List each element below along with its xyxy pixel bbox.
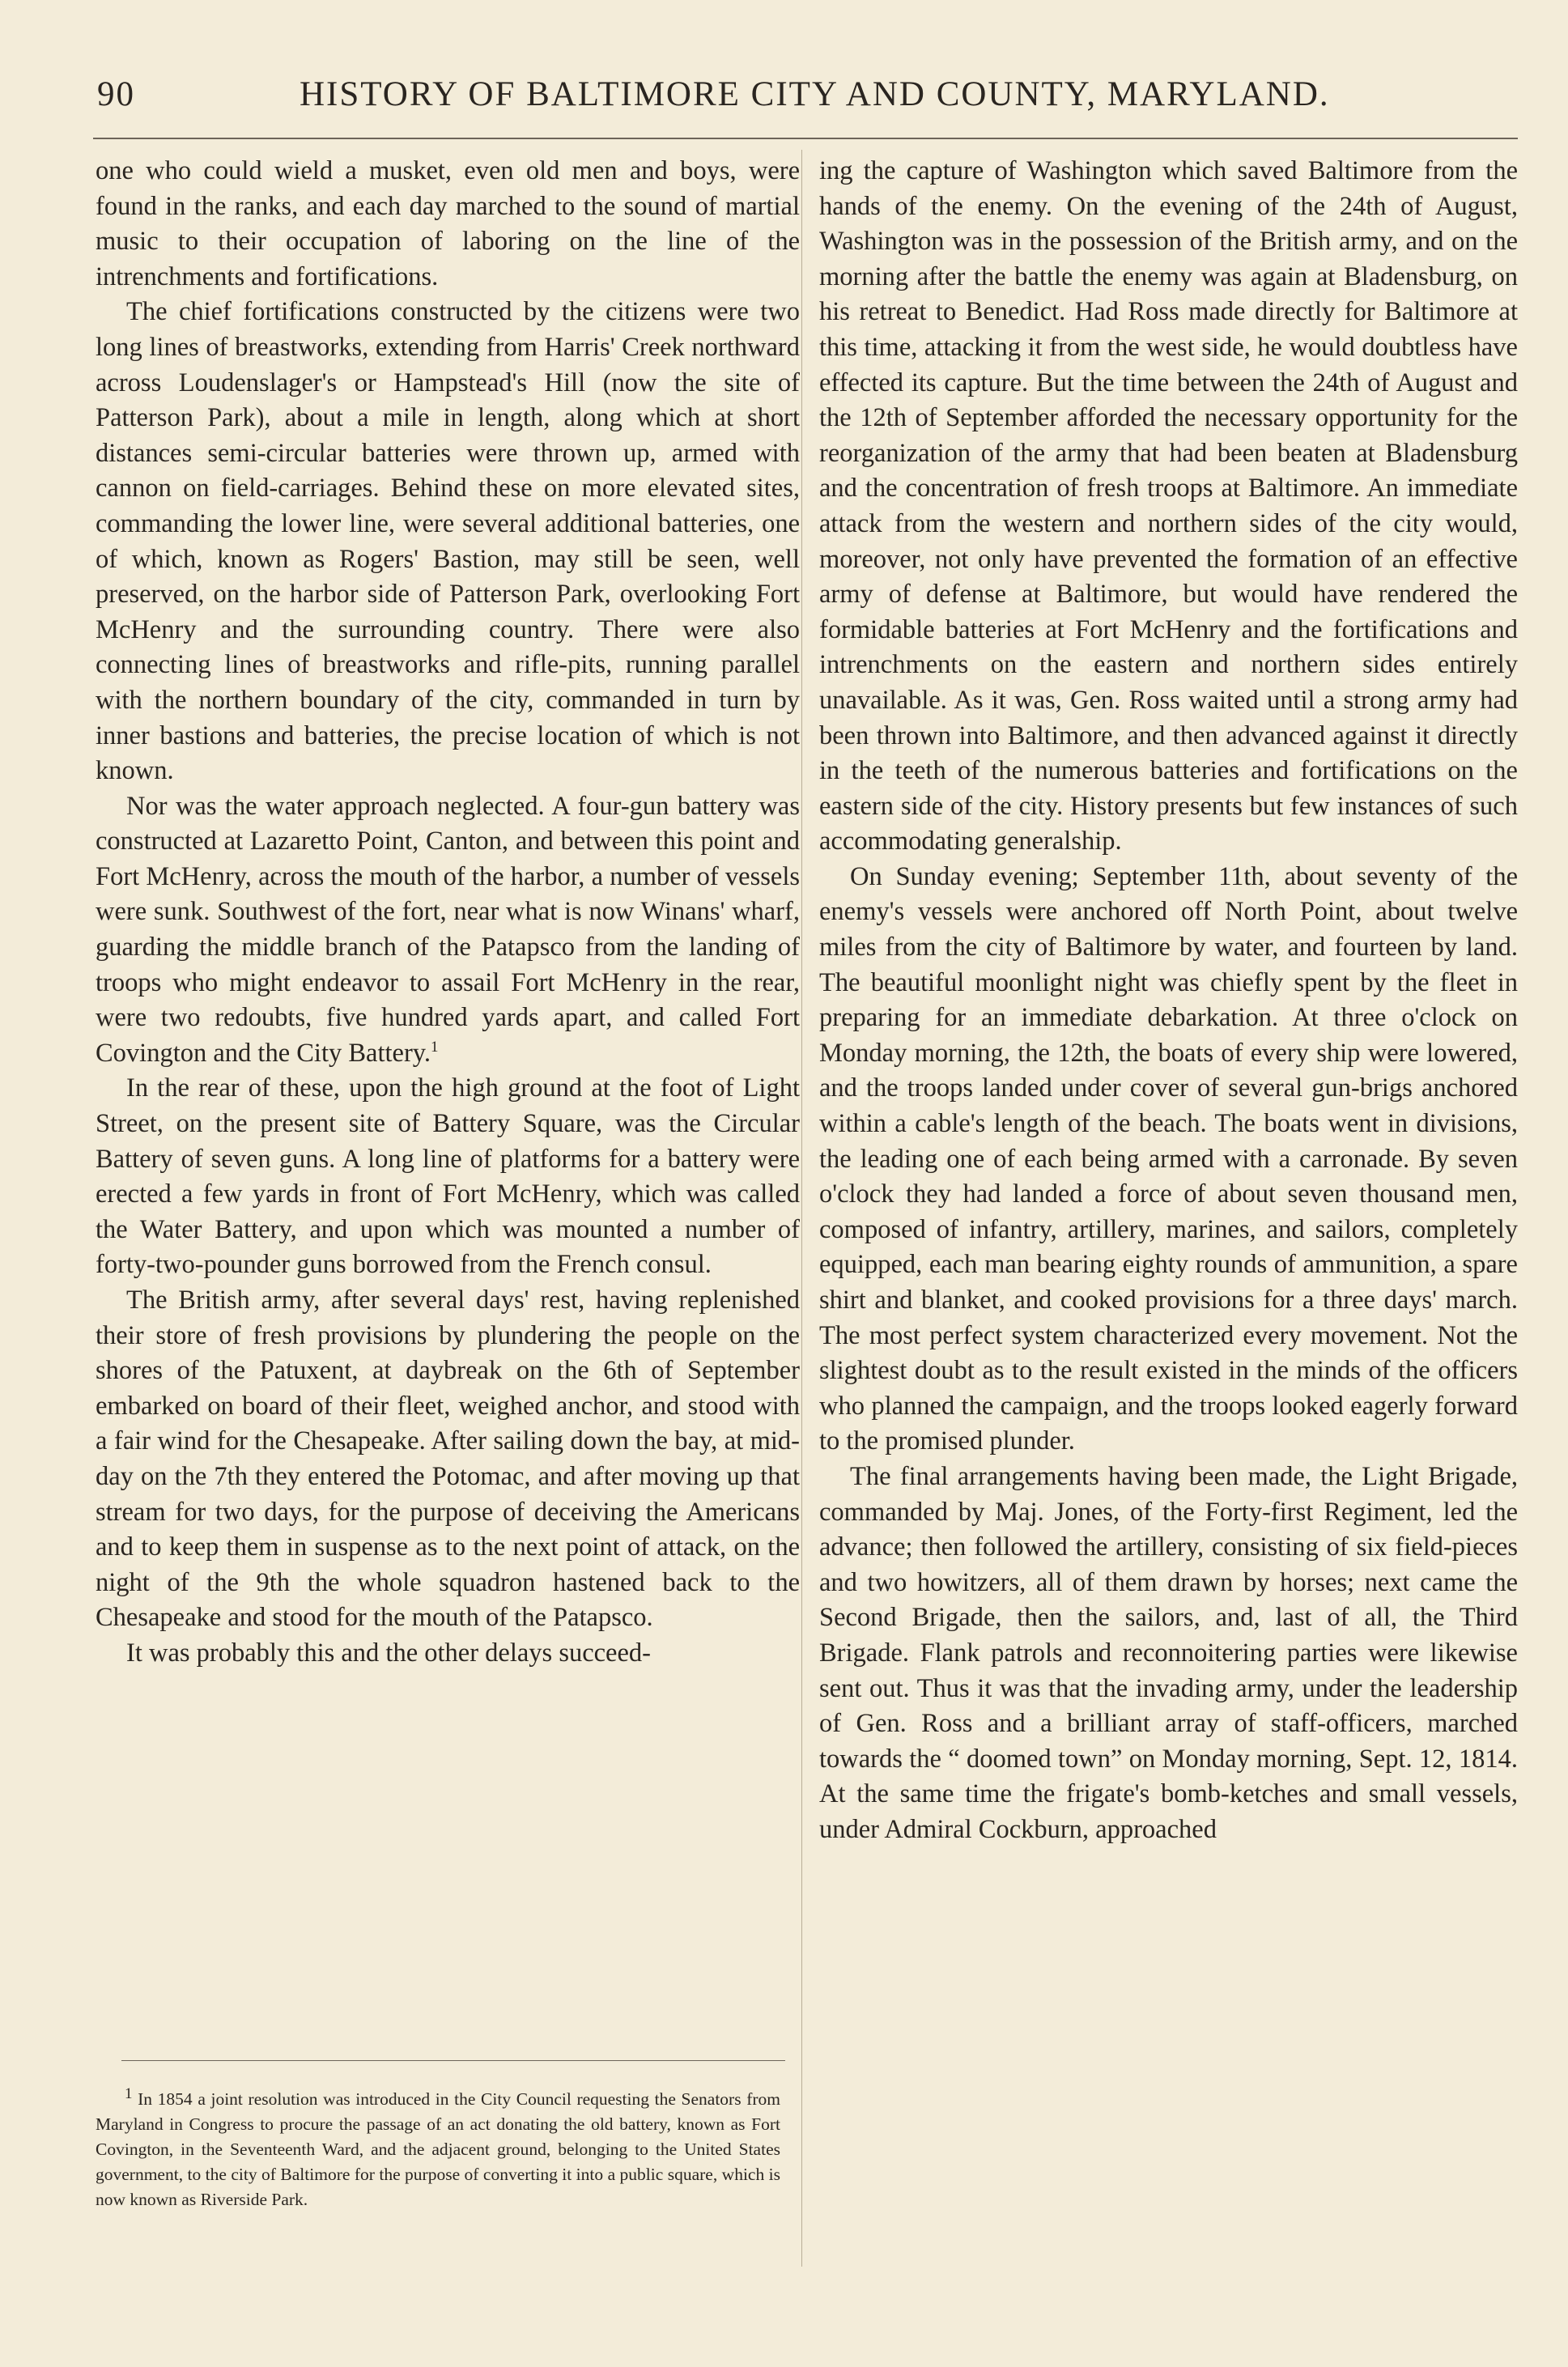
page-header — [97, 74, 1473, 131]
running-title: HISTORY OF BALTIMORE CITY AND COUNTY, MARYLAND. — [300, 75, 1330, 113]
column-divider — [801, 150, 802, 2267]
paragraph-text: Nor was the water approach neglected. A four-gun battery was constructed at Lazaretto Point, Canton, and between this point and Fort McHenry, across the mouth of the harbor, a number of vessels were sunk. Southwest of the fort, near what is now Winans' wharf, guarding the middle branch of the Patapsco from the landing of troops who might endeavor to assail Fort McHenry in the rear, were two redoubts, five hundred yards apart, and called Fort Covington and the City Battery. — [96, 791, 800, 1068]
footnote-rule — [121, 2060, 785, 2061]
paragraph: ing the capture of Washington which saved Baltimore from the hands of the enemy. On the evening of the 24th of August, Washington was in the possession of the British army, and on the morning after the battle the enemy was again at Bladensburg, on his retreat to Benedict. Had Ross made directly for Baltimore at this time, attacking it from the west side, he would doubtless have effected its capture. But the time between the 24th of August and the 12th of September afforded the necessary opportunity for the reorganization of the army that had been beaten at Bladensburg and the concentration of fresh troops at Baltimore. An immediate attack from the western and northern sides of the city would, moreover, not only have prevented the formation of an effective army of defense at Baltimore, but would have rendered the formidable batteries at Fort McHenry and the fortifications and intrenchments on the eastern and northern sides entirely unavailable. As it was, Gen. Ross waited until a strong army had been thrown into Baltimore, and then advanced against it directly in the teeth of the numerous batteries and fortifications on the eastern side of the city. History presents but few instances of such accommodating generalship. — [819, 156, 1518, 856]
paragraph: In the rear of these, upon the high ground at the foot of Light Street, on the present site of Battery Square, was the Circular Battery of seven guns. A long line of platforms for a battery were erected a few yards in front of Fort McHenry, which was called the Water Battery, and upon which was mounted a number of forty-two-pounder guns borrowed from the French consul. — [96, 1073, 800, 1280]
left-column — [96, 154, 800, 1672]
paragraph: The British army, after several days' rest, having replenished their store of fresh provisions by plundering the people on the shores of the Patuxent, at daybreak on the 6th of September embarked on board of their fleet, weighed anchor, and stood with a fair wind for the Chesapeake. After sailing down the bay, at mid-day on the 7th they entered the Potomac, and after moving up that stream for two days, for the purpose of deceiving the Americans and to keep them in suspense as to the next point of attack, on the night of the 9th the whole squadron hastened back to the Chesapeake and stood for the mouth of the Patapsco. — [96, 1285, 800, 1633]
header-rule — [93, 138, 1518, 139]
paragraph: The chief fortifications constructed by the citizens were two long lines of breastworks, extending from Harris' Creek northward across Loudenslager's or Hampstead's Hill (now the site of Patterson Park), about a mile in length, along which at short distances semi-circular batteries were thrown up, armed with cannon on field-carriages. Behind these on more elevated sites, commanding the lower line, were several additional batteries, one of which, known as Rogers' Bastion, may still be seen, well preserved, on the harbor side of Patterson Park, overlooking Fort McHenry and the surrounding country. There were also connecting lines of breastworks and rifle-pits, running parallel with the northern boundary of the city, commanded in turn by inner bastions and batteries, the precise location of which is not known. — [96, 297, 800, 786]
footnote-text: In 1854 a joint resolution was introduced in the City Council requesting the Senators from Maryland in Congress to procure the passage of an act donating the old battery, known as Fort Covington, in the Seventeenth Ward, and the adjacent ground, belonging to the United States government, to the city of Baltimore for the purpose of converting it into a public square, which is now known as Riverside Park. — [96, 2089, 780, 2209]
paragraph — [96, 789, 800, 1072]
footnote-mark: 1 — [125, 2084, 133, 2102]
page-number: 90 — [97, 75, 135, 113]
right-column — [819, 154, 1518, 1848]
paragraph: one who could wield a musket, even old men and boys, were found in the ranks, and each day marched to the sound of martial music to their occupation of laboring on the line of the intrenchments and fortifications. — [96, 156, 800, 291]
footnote-reference[interactable]: 1 — [431, 1039, 439, 1056]
paragraph: On Sunday evening; September 11th, about seventy of the enemy's vessels were anchored off North Point, about twelve miles from the city of Baltimore by water, and fourteen by land. The beautiful moonlight night was chiefly spent by the fleet in preparing for an immediate debarkation. At three o'clock on Monday morning, the 12th, the boats of every ship were lowered, and the troops landed under cover of several gun-brigs anchored within a cable's length of the beach. The boats went in divisions, the leading one of each being armed with a carronade. By seven o'clock they had landed a force of about seven thousand men, composed of infantry, artillery, marines, and sailors, completely equipped, each man bearing eighty rounds of ammunition, a spare shirt and blanket, and cooked provisions for a three days' march. The most perfect system characterized every movement. Not the slightest doubt as to the result existed in the minds of the officers who planned the campaign, and the troops looked eagerly forward to the promised plunder. — [819, 861, 1518, 1456]
paragraph: It was probably this and the other delays succeed- — [126, 1638, 651, 1668]
footnote — [96, 2084, 780, 2212]
paragraph: The final arrangements having been made, the Light Brigade, commanded by Maj. Jones, of the Forty-first Regiment, led the advance; then followed the artillery, consisting of six field-pieces and two howitzers, all of them drawn by horses; next came the Second Brigade, then the sailors, and, last of all, the Third Brigade. Flank patrols and reconnoitering parties were likewise sent out. Thus it was that the invading army, under the leadership of Gen. Ross and a brilliant array of staff-officers, marched towards the “ doomed town” on Monday morning, Sept. 12, 1814. At the same time the frigate's bomb-ketches and small vessels, under Admiral Cockburn, approached — [819, 1461, 1518, 1844]
